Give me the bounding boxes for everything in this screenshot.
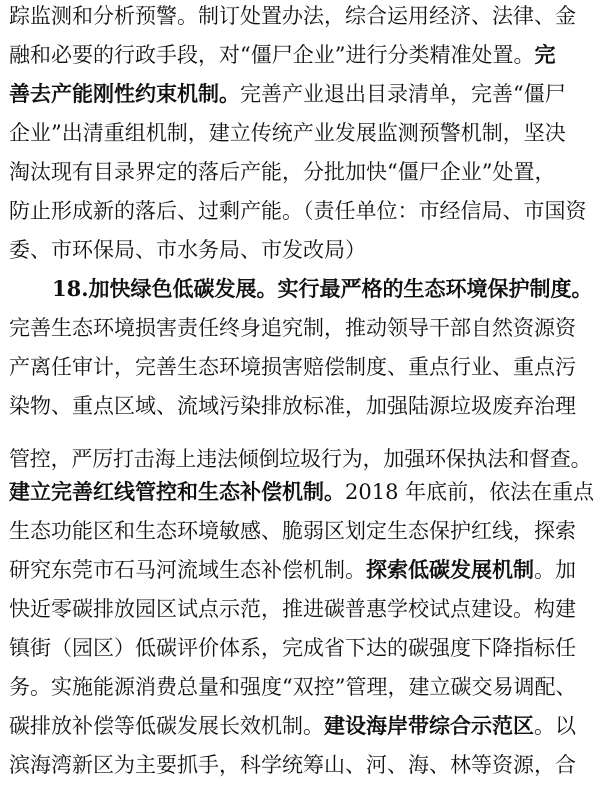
body-text: 务。实施能源消费总量和强度“双控”管理，建立碳交易调配、 <box>9 675 577 699</box>
body-text: 管控，严厉打击海上违法倾倒垃圾行为，加强环保执法和督查。 <box>9 447 592 471</box>
bold-text: 18.加快绿色低碳发展。实行最严格的生态环境保护制度。 <box>52 276 593 301</box>
text-line <box>9 711 576 741</box>
text-line <box>9 516 576 546</box>
text-line <box>9 1 576 31</box>
text-line <box>9 235 366 265</box>
bold-text: 建立完善红线管控和生态补偿机制。 <box>9 479 345 504</box>
text-line <box>9 313 576 343</box>
body-text: 染物、重点区域、流域污染排放标准，加强陆源垃圾废弃治理 <box>9 394 576 418</box>
bold-text: 完 <box>534 42 556 67</box>
body-text: 镇街（园区）低碳评价体系，完成省下达的碳强度下降指标任 <box>9 636 576 660</box>
text-line <box>9 196 587 226</box>
section-heading-line <box>52 274 593 304</box>
body-text: 企业”出清重组机制，建立传统产业发展监测预警机制，坚决 <box>9 121 566 145</box>
text-line <box>9 444 591 474</box>
text-line <box>9 391 576 421</box>
body-text: 2018 年底前，依法在重点 <box>345 480 595 504</box>
text-line <box>9 750 576 780</box>
body-text: 产离任审计，完善生态环境损害赔偿制度、重点行业、重点污 <box>9 355 576 379</box>
body-text: 完善生态环境损害责任终身追究制，推动领导干部自然资源资 <box>9 316 576 340</box>
bold-text: 建设海岸带综合示范区 <box>324 713 534 738</box>
bold-text: 善去产能刚性约束机制。 <box>9 81 240 106</box>
bold-text: 探索低碳发展机制 <box>366 557 534 582</box>
body-text: 完善产业退出目录清单，完善“僵尸 <box>240 82 566 106</box>
body-text: 滨海湾新区为主要抓手，科学统筹山、河、海、林等资源，合 <box>9 753 576 777</box>
text-line <box>9 477 594 507</box>
body-text: 委、市环保局、市水务局、市发改局） <box>9 238 366 262</box>
body-text: 碳排放补偿等低碳发展长效机制。 <box>9 714 324 738</box>
body-text: 防止形成新的落后、过剩产能。（责任单位：市经信局、市国资 <box>9 199 587 223</box>
text-line <box>9 633 576 663</box>
body-text: 融和必要的行政手段，对“僵尸企业”进行分类精准处置。 <box>9 43 535 67</box>
body-text: 生态功能区和生态环境敏感、脆弱区划定生态保护红线，探索 <box>9 519 576 543</box>
body-text: 。以 <box>534 714 576 738</box>
text-line <box>9 672 576 702</box>
body-text: 踪监测和分析预警。制订处置办法，综合运用经济、法律、金 <box>9 4 576 28</box>
text-line <box>9 118 566 148</box>
text-line <box>9 40 555 70</box>
body-text: 淘汰现有目录界定的落后产能，分批加快“僵尸企业”处置， <box>9 160 556 184</box>
text-line <box>9 157 555 187</box>
body-text: 研究东莞市石马河流域生态补偿机制。 <box>9 558 366 582</box>
text-line <box>9 594 576 624</box>
text-line <box>9 352 576 382</box>
body-text: 快近零碳排放园区试点示范，推进碳普惠学校试点建设。构建 <box>9 597 576 621</box>
text-line <box>9 555 576 585</box>
text-line <box>9 79 566 109</box>
body-text: 。加 <box>534 558 576 582</box>
